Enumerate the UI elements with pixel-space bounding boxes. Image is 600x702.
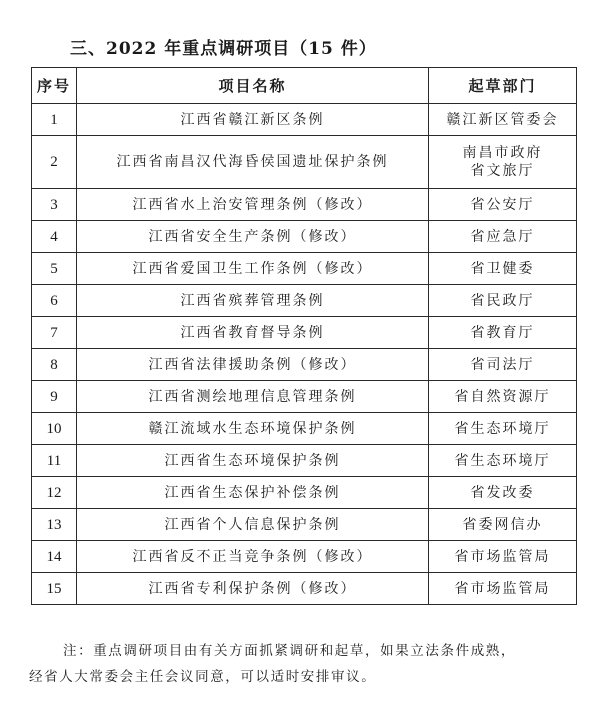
row-project-name: 江西省生态保护补偿条例 — [77, 477, 429, 509]
row-project-name: 江西省爱国卫生工作条例（修改） — [77, 253, 429, 285]
row-serial-number: 12 — [32, 477, 77, 509]
key-research-projects-table — [31, 67, 577, 605]
row-drafting-department — [429, 413, 577, 445]
department-name: 省公安厅 — [470, 196, 535, 213]
row-serial-number: 3 — [32, 189, 77, 221]
footnote — [29, 638, 577, 690]
table-body — [32, 104, 577, 605]
table-row — [32, 317, 577, 349]
department-name: 赣江新区管委会 — [446, 111, 559, 128]
row-project-name: 江西省测绘地理信息管理条例 — [77, 381, 429, 413]
table-row — [32, 104, 577, 136]
row-project-name: 江西省个人信息保护条例 — [77, 509, 429, 541]
row-serial-number: 14 — [32, 541, 77, 573]
table-row — [32, 285, 577, 317]
row-drafting-department — [429, 285, 577, 317]
table-row — [32, 221, 577, 253]
department-name: 省教育厅 — [470, 324, 535, 341]
department-name: 省卫健委 — [470, 260, 535, 277]
row-serial-number: 15 — [32, 573, 77, 605]
row-project-name: 江西省生态环境保护条例 — [77, 445, 429, 477]
row-serial-number: 7 — [32, 317, 77, 349]
row-project-name: 江西省赣江新区条例 — [77, 104, 429, 136]
department-name: 省自然资源厅 — [454, 388, 551, 405]
department-name: 省文旅厅 — [470, 163, 535, 179]
table-row — [32, 541, 577, 573]
row-drafting-department — [429, 189, 577, 221]
department-name: 省应急厅 — [470, 228, 535, 245]
department-name: 南昌市政府 — [462, 145, 543, 161]
header-drafting-department: 起草部门 — [429, 68, 577, 104]
department-name: 省民政厅 — [470, 292, 535, 309]
row-project-name: 江西省法律援助条例（修改） — [77, 349, 429, 381]
table-header-row — [32, 68, 577, 104]
row-project-name: 江西省安全生产条例（修改） — [77, 221, 429, 253]
table-row — [32, 573, 577, 605]
row-serial-number: 5 — [32, 253, 77, 285]
header-project-name: 项目名称 — [77, 68, 429, 104]
row-serial-number: 11 — [32, 445, 77, 477]
row-project-name: 江西省南昌汉代海昏侯国遗址保护条例 — [77, 136, 429, 189]
row-serial-number: 6 — [32, 285, 77, 317]
row-drafting-department — [429, 221, 577, 253]
section-heading: 三、2022 年重点调研项目（15 件） — [70, 39, 377, 59]
row-project-name: 江西省殡葬管理条例 — [77, 285, 429, 317]
department-name: 省生态环境厅 — [454, 452, 551, 469]
row-project-name: 江西省反不正当竞争条例（修改） — [77, 541, 429, 573]
row-drafting-department — [429, 477, 577, 509]
row-drafting-department — [429, 253, 577, 285]
row-drafting-department — [429, 509, 577, 541]
department-name: 省司法厅 — [470, 356, 535, 373]
table-row — [32, 477, 577, 509]
table-row — [32, 509, 577, 541]
table-row — [32, 445, 577, 477]
row-project-name: 江西省水上治安管理条例（修改） — [77, 189, 429, 221]
row-drafting-department — [429, 573, 577, 605]
table-row — [32, 381, 577, 413]
department-name: 省生态环境厅 — [454, 420, 551, 437]
footnote-line-2: 经省人大常委会主任会议同意，可以适时安排审议。 — [29, 669, 377, 685]
row-project-name: 江西省教育督导条例 — [77, 317, 429, 349]
table-row — [32, 253, 577, 285]
department-name: 省发改委 — [470, 484, 535, 501]
table-row — [32, 349, 577, 381]
row-drafting-department — [429, 381, 577, 413]
row-drafting-department — [429, 541, 577, 573]
row-serial-number: 2 — [32, 136, 77, 189]
row-serial-number: 8 — [32, 349, 77, 381]
department-name: 省市场监管局 — [454, 548, 551, 565]
table-row — [32, 189, 577, 221]
row-serial-number: 10 — [32, 413, 77, 445]
row-serial-number: 9 — [32, 381, 77, 413]
row-drafting-department — [429, 445, 577, 477]
row-drafting-department — [429, 317, 577, 349]
row-drafting-department — [429, 349, 577, 381]
row-project-name: 赣江流域水生态环境保护条例 — [77, 413, 429, 445]
footnote-line-1: 注：重点调研项目由有关方面抓紧调研和起草，如果立法条件成熟， — [63, 643, 516, 659]
department-name: 省市场监管局 — [454, 580, 551, 597]
row-drafting-department — [429, 136, 577, 189]
table-row — [32, 413, 577, 445]
department-name: 省委网信办 — [462, 516, 543, 533]
row-serial-number: 4 — [32, 221, 77, 253]
header-serial-number: 序号 — [32, 68, 77, 104]
row-drafting-department — [429, 104, 577, 136]
row-project-name: 江西省专利保护条例（修改） — [77, 573, 429, 605]
row-serial-number: 13 — [32, 509, 77, 541]
row-serial-number: 1 — [32, 104, 77, 136]
table-row — [32, 136, 577, 189]
